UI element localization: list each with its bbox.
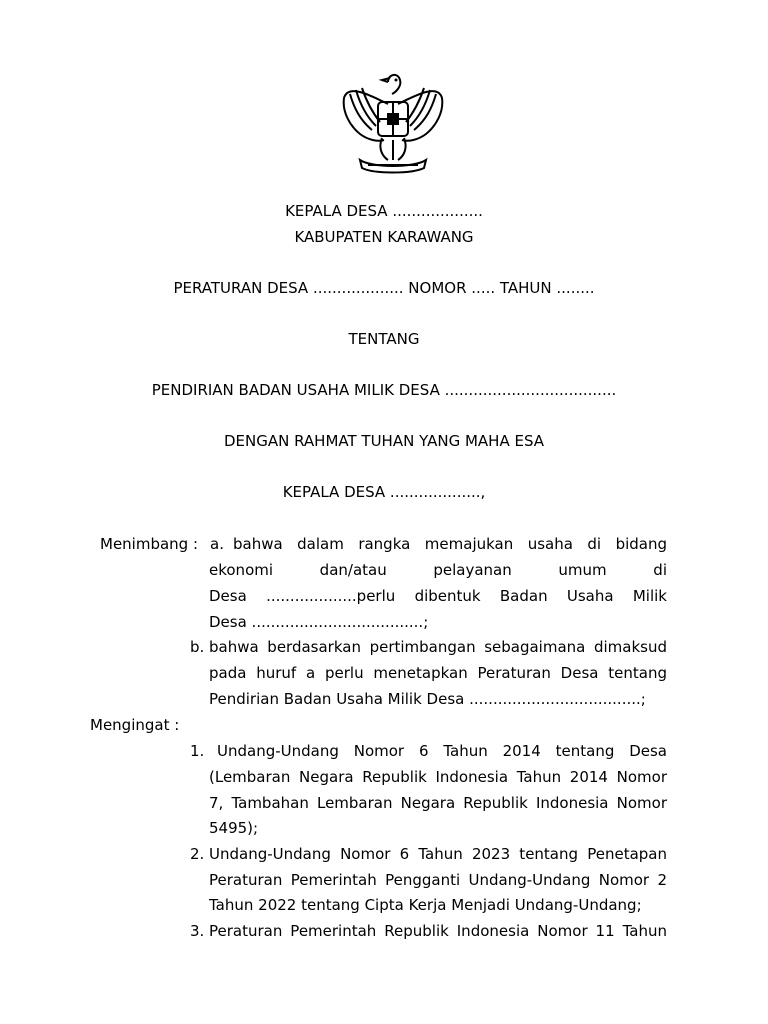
regulation-title: PERATURAN DESA ................... NOMOR ..... TAHUN ........ <box>173 279 595 297</box>
garuda-emblem-icon <box>338 64 448 178</box>
menimbang-b-prefix: b. <box>190 638 205 656</box>
menimbang-a-line: bahwa dalam rangka memajukan usaha di bidang <box>233 535 667 553</box>
blessing-line: DENGAN RAHMAT TUHAN YANG MAHA ESA <box>223 432 545 450</box>
header-line-kepala-desa: KEPALA DESA ................... <box>285 202 483 220</box>
mengingat-item-number: 1. <box>190 742 205 760</box>
menimbang-label: Menimbang : <box>100 535 199 553</box>
header-line-kabupaten: KABUPATEN KARAWANG <box>294 228 474 246</box>
mengingat-item-line: (Lembaran Negara Republik Indonesia Tahun 2014 Nomor <box>209 768 667 786</box>
mengingat-item-line: Peraturan Pemerintah Pengganti Undang-Undang Nomor 2 <box>209 871 667 889</box>
mengingat-item-number: 3. <box>190 922 205 940</box>
menimbang-b-line: bahwa berdasarkan pertimbangan sebagaimana dimaksud <box>209 638 667 656</box>
mengingat-item-number: 2. <box>190 845 205 863</box>
tentang-heading: TENTANG <box>348 330 420 348</box>
mengingat-item-line: 7, Tambahan Lembaran Negara Republik Indonesia Nomor <box>209 794 667 812</box>
mengingat-item-line: Tahun 2022 tentang Cipta Kerja Menjadi Undang-Undang; <box>209 896 642 914</box>
menimbang-a-line: ekonomi dan/atau pelayanan umum di <box>209 561 667 579</box>
mengingat-item-line: Undang-Undang Nomor 6 Tahun 2014 tentang Desa <box>217 742 667 760</box>
mengingat-item-line: Peraturan Pemerintah Republik Indonesia Nomor 11 Tahun <box>209 922 667 940</box>
mengingat-item-line: Undang-Undang Nomor 6 Tahun 2023 tentang Penetapan <box>209 845 667 863</box>
menimbang-a-line: Desa ....................................; <box>209 613 429 631</box>
mengingat-item-line: 5495); <box>209 819 259 837</box>
regulation-subject: PENDIRIAN BADAN USAHA MILIK DESA .................................... <box>151 381 617 399</box>
menimbang-a-line: Desa ...................perlu dibentuk Badan Usaha Milik <box>209 587 667 605</box>
official-title: KEPALA DESA ..................., <box>282 483 486 501</box>
menimbang-b-line: pada huruf a perlu menetapkan Peraturan Desa tentang <box>209 664 667 682</box>
menimbang-b-line: Pendirian Badan Usaha Milik Desa ....................................; <box>209 690 646 708</box>
menimbang-a-prefix: a. <box>210 535 224 553</box>
mengingat-label: Mengingat : <box>90 716 180 734</box>
